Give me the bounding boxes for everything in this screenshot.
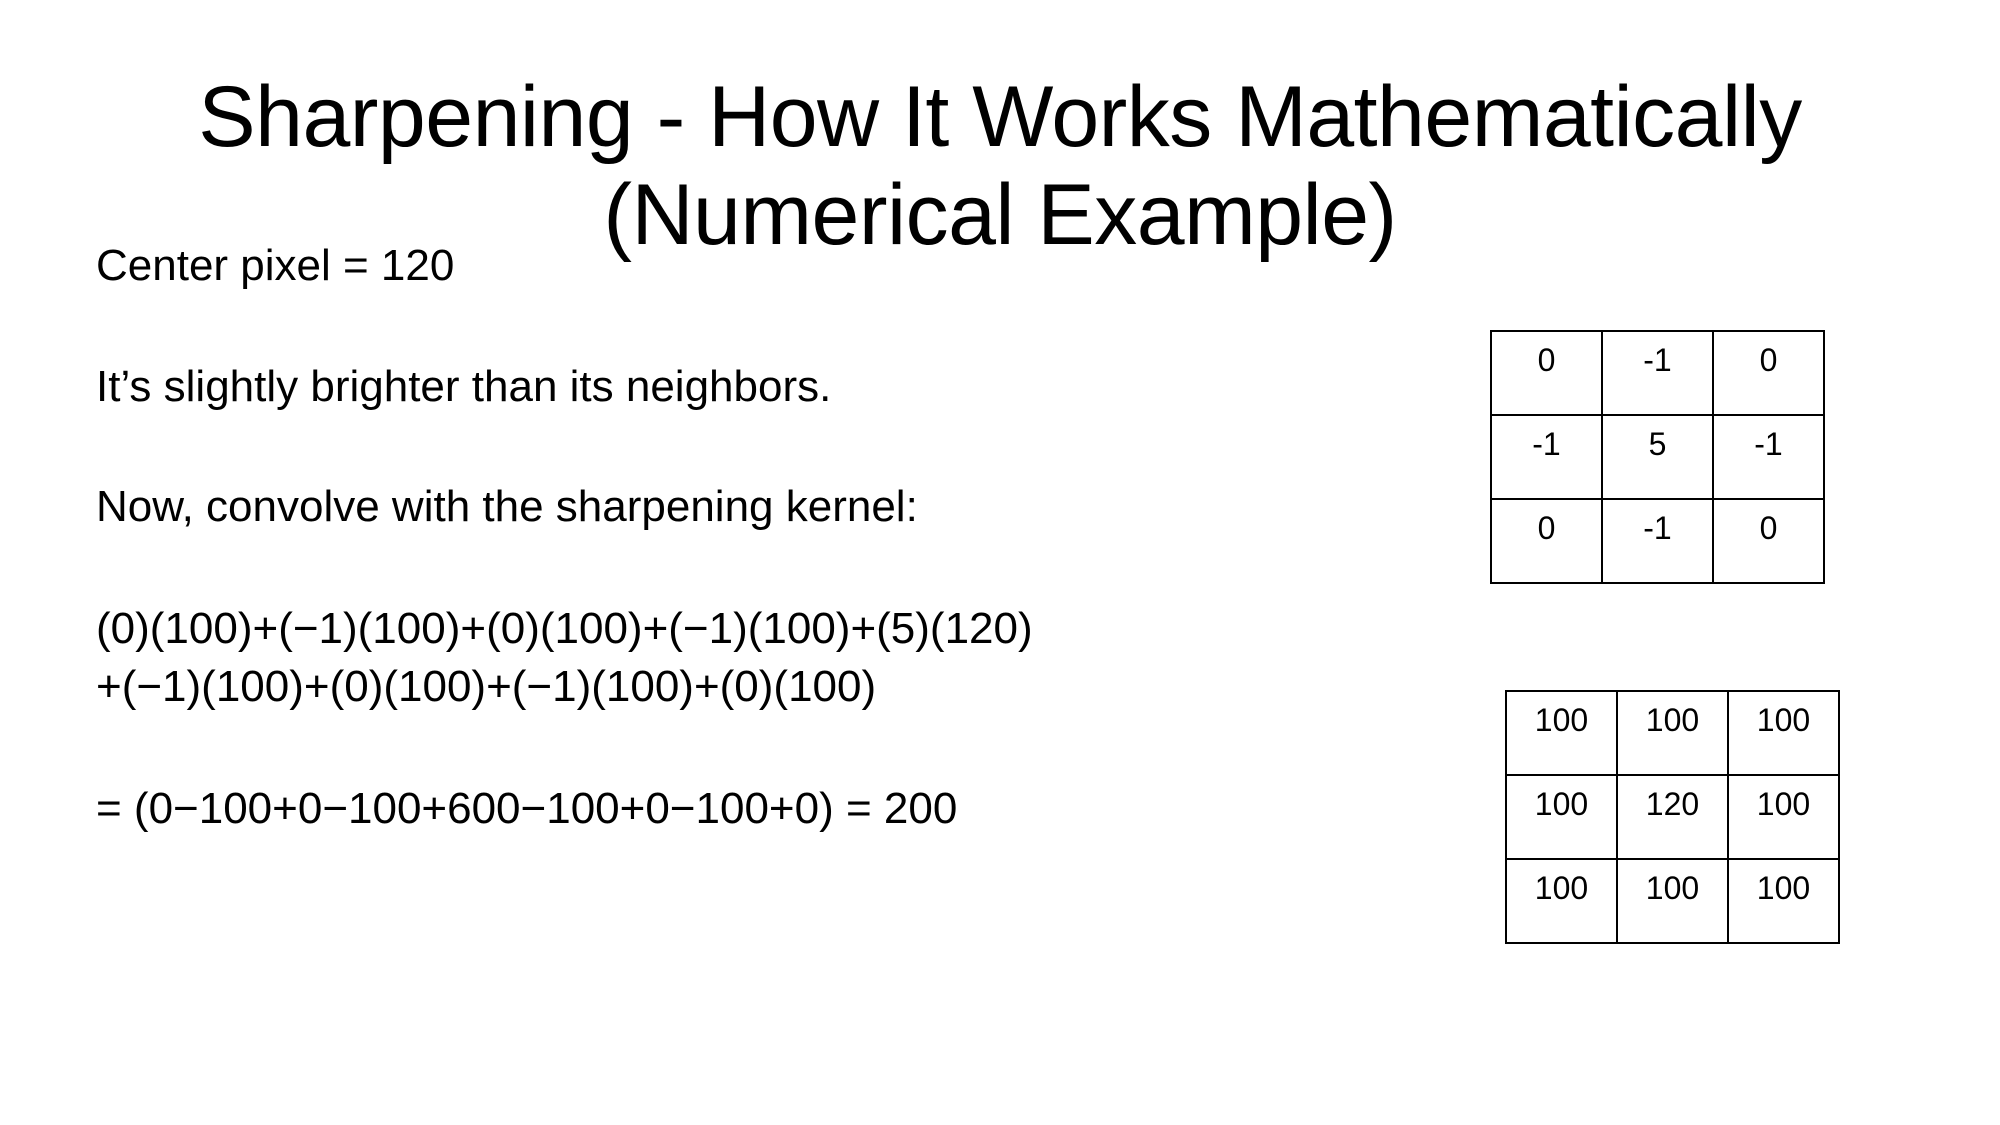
kernel-row bbox=[1491, 499, 1824, 583]
pixel-cell: 100 bbox=[1506, 691, 1617, 775]
center-pixel-text: Center pixel = 120 bbox=[96, 241, 455, 290]
kernel-cell: 0 bbox=[1713, 499, 1824, 583]
kernel-cell: -1 bbox=[1491, 415, 1602, 499]
slide-title-line-2: (Numerical Example) bbox=[603, 167, 1397, 263]
expression-line-1: (0)(100)+(−1)(100)+(0)(100)+(−1)(100)+(5)(120) bbox=[96, 604, 1033, 653]
expression-line-2: +(−1)(100)+(0)(100)+(−1)(100)+(0)(100) bbox=[96, 662, 877, 711]
pixel-row bbox=[1506, 859, 1839, 943]
kernel-cell: -1 bbox=[1713, 415, 1824, 499]
pixel-cell: 100 bbox=[1617, 691, 1728, 775]
sharpening-kernel-table bbox=[1490, 330, 1825, 584]
kernel-cell: -1 bbox=[1602, 499, 1713, 583]
pixel-row bbox=[1506, 691, 1839, 775]
kernel-cell: 0 bbox=[1713, 331, 1824, 415]
pixel-cell: 100 bbox=[1728, 691, 1839, 775]
kernel-cell: -1 bbox=[1602, 331, 1713, 415]
slide-title bbox=[100, 68, 1900, 264]
pixel-cell: 100 bbox=[1617, 859, 1728, 943]
pixel-cell: 100 bbox=[1506, 775, 1617, 859]
result-text: = (0−100+0−100+600−100+0−100+0) = 200 bbox=[96, 784, 958, 833]
slide-title-line-1: Sharpening - How It Works Mathematically bbox=[198, 69, 1802, 165]
kernel-cell: 5 bbox=[1602, 415, 1713, 499]
pixel-cell: 100 bbox=[1728, 775, 1839, 859]
convolve-intro-text: Now, convolve with the sharpening kernel: bbox=[96, 482, 918, 531]
pixel-neighborhood-table bbox=[1505, 690, 1840, 944]
pixel-cell: 120 bbox=[1617, 775, 1728, 859]
kernel-row bbox=[1491, 415, 1824, 499]
kernel-cell: 0 bbox=[1491, 331, 1602, 415]
pixel-row bbox=[1506, 775, 1839, 859]
pixel-cell: 100 bbox=[1728, 859, 1839, 943]
pixel-cell: 100 bbox=[1506, 859, 1617, 943]
kernel-row bbox=[1491, 331, 1824, 415]
kernel-cell: 0 bbox=[1491, 499, 1602, 583]
brighter-note-text: It’s slightly brighter than its neighbors. bbox=[96, 362, 832, 411]
